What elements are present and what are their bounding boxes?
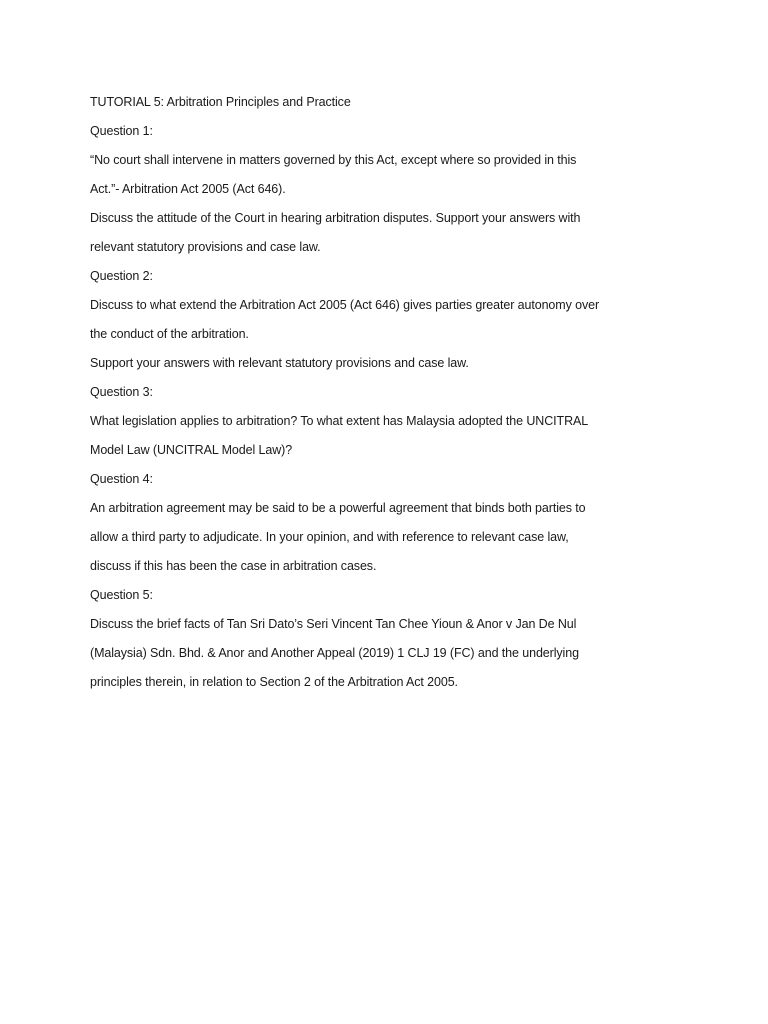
question-text-line: Discuss to what extend the Arbitration Act 2005 (Act 646) gives parties greater autonomy over bbox=[90, 298, 600, 312]
document-title: TUTORIAL 5: Arbitration Principles and Practice bbox=[90, 95, 351, 109]
question-text-line: “No court shall intervene in matters governed by this Act, except where so provided in this bbox=[90, 153, 577, 167]
question-text-line: allow a third party to adjudicate. In your opinion, and with reference to relevant case law, bbox=[90, 530, 569, 544]
question-text-line: An arbitration agreement may be said to be a powerful agreement that binds both parties to bbox=[90, 501, 586, 515]
question-3 bbox=[90, 378, 690, 465]
question-text-line: What legislation applies to arbitration? To what extent has Malaysia adopted the UNCITRAL bbox=[90, 414, 589, 428]
question-text-line: relevant statutory provisions and case law. bbox=[90, 240, 321, 254]
question-text-line: Discuss the attitude of the Court in hearing arbitration disputes. Support your answers with bbox=[90, 211, 581, 225]
question-heading: Question 1: bbox=[90, 124, 153, 138]
question-text-line: Discuss the brief facts of Tan Sri Dato’s Seri Vincent Tan Chee Yioun & Anor v Jan De Nul bbox=[90, 617, 577, 631]
question-text-line: the conduct of the arbitration. bbox=[90, 327, 249, 341]
question-2 bbox=[90, 262, 690, 378]
question-heading: Question 3: bbox=[90, 385, 153, 399]
question-text-line: Act.”- Arbitration Act 2005 (Act 646). bbox=[90, 182, 286, 196]
question-text-line: (Malaysia) Sdn. Bhd. & Anor and Another Appeal (2019) 1 CLJ 19 (FC) and the underlying bbox=[90, 646, 579, 660]
question-heading: Question 2: bbox=[90, 269, 153, 283]
question-1 bbox=[90, 117, 690, 262]
question-heading: Question 4: bbox=[90, 472, 153, 486]
question-text-line: Support your answers with relevant statutory provisions and case law. bbox=[90, 356, 469, 370]
question-heading: Question 5: bbox=[90, 588, 153, 602]
question-text-line: discuss if this has been the case in arbitration cases. bbox=[90, 559, 377, 573]
question-text-line: Model Law (UNCITRAL Model Law)? bbox=[90, 443, 293, 457]
question-text-line: principles therein, in relation to Section 2 of the Arbitration Act 2005. bbox=[90, 675, 458, 689]
question-5 bbox=[90, 581, 690, 697]
document-page bbox=[90, 88, 690, 697]
question-4 bbox=[90, 465, 690, 581]
